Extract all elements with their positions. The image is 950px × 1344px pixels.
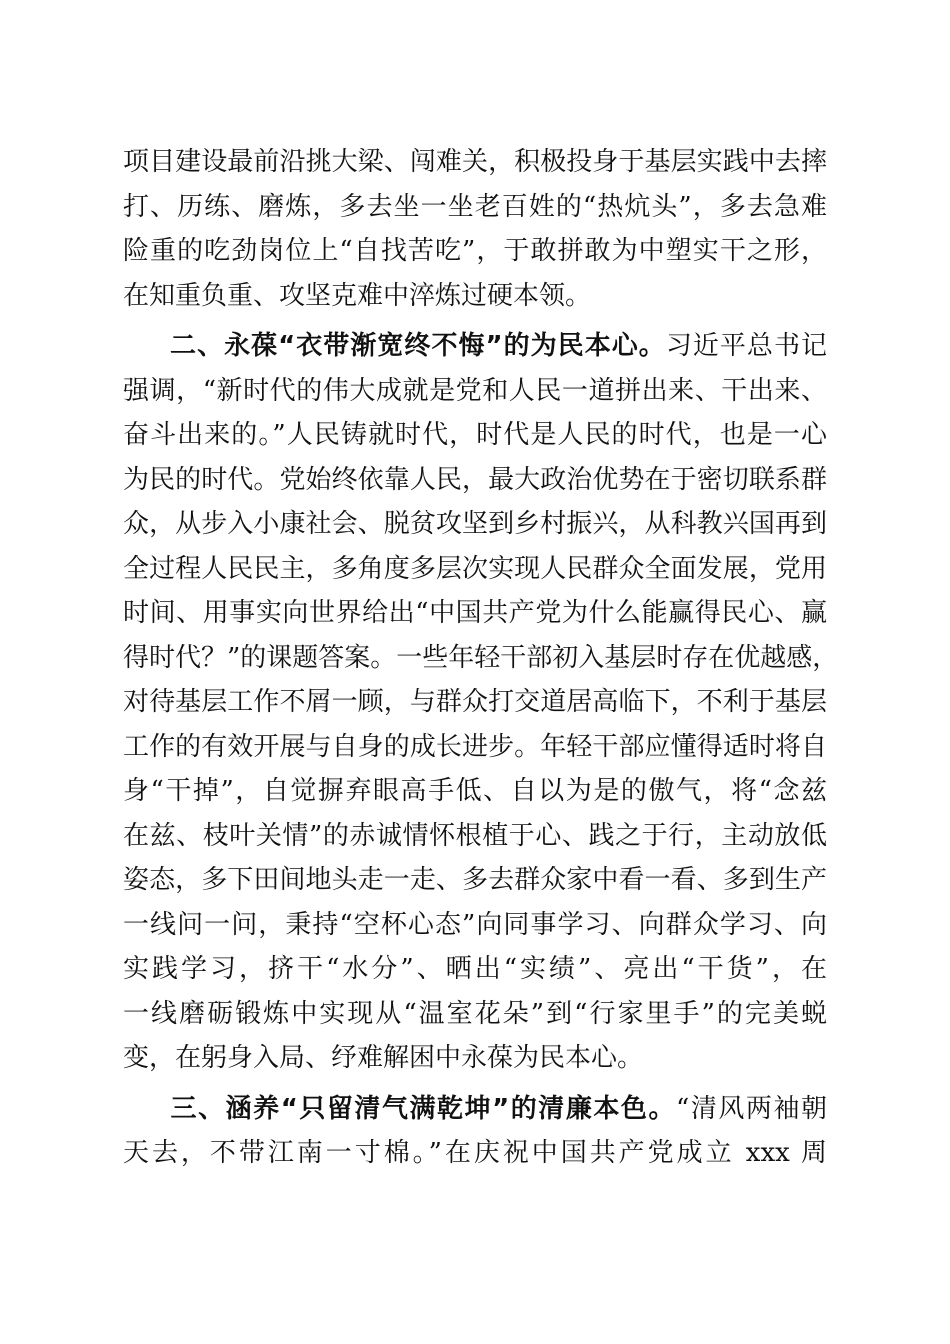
- paragraph-3: [123, 1087, 827, 1176]
- text-line: 身“干掉”，自觉摒弃眼高手低、自以为是的傲气，将“念兹: [123, 776, 827, 806]
- text-run: 习近平总书记: [665, 331, 827, 361]
- text-line: 众，从步入小康社会、脱贫攻坚到乡村振兴，从科教兴国再到: [123, 509, 827, 539]
- section-heading-3: 三、涵养“只留清气满乾坤”的清廉本色。: [169, 1093, 676, 1124]
- text-line: 在知重负重、攻坚克难中淬炼过硬本领。: [123, 280, 592, 311]
- text-line: 强调，“新时代的伟大成就是党和人民一道拼出来、干出来、: [123, 375, 827, 406]
- text-line: 姿态，多下田间地头走一走、多去群众家中看一看、多到生产: [123, 865, 827, 895]
- text-line: 在兹、枝叶关情”的赤诚情怀根植于心、践之于行，主动放低: [123, 820, 827, 851]
- text-line: 项目建设最前沿挑大梁、闯难关，积极投身于基层实践中去摔: [123, 147, 827, 177]
- paragraph-first-line: [123, 324, 827, 369]
- text-line: 一线磨砺锻炼中实现从“温室花朵”到“行家里手”的完美蜕: [123, 998, 827, 1029]
- text-line: 变，在躬身入局、纾难解困中永葆为民本心。: [123, 1043, 644, 1073]
- text-line: 打、历练、磨炼，多去坐一坐老百姓的“热炕头”，多去急难: [123, 191, 827, 222]
- section-heading-2: 二、永葆“衣带渐宽终不悔”的为民本心。: [169, 331, 666, 361]
- text-line: 全过程人民民主，多角度多层次实现人民群众全面发展，党用: [123, 553, 827, 584]
- paragraph-first-line: [123, 1087, 827, 1132]
- text-line: 工作的有效开展与自身的成长进步。年轻干部应懂得适时将自: [123, 731, 827, 762]
- paragraph-1: [123, 140, 827, 318]
- text-line: 时间、用事实向世界给出“中国共产党为什么能赢得民心、赢: [123, 598, 827, 628]
- text-line: 一线问一问，秉持“空杯心态”向同事学习、向群众学习、向: [123, 909, 827, 940]
- text-line: 为民的时代。党始终依靠人民，最大政治优势在于密切联系群: [123, 464, 827, 495]
- document-body: [123, 140, 839, 1176]
- text-line: 险重的吃劲岗位上“自找苦吃”，于敢拼敢为中塑实干之形，: [123, 236, 827, 266]
- text-run: “清风两袖朝: [676, 1093, 827, 1124]
- text-line: 奋斗出来的。”人民铸就时代，时代是人民的时代，也是一心: [123, 420, 827, 450]
- text-line: 对待基层工作不屑一顾，与群众打交道居高临下，不利于基层: [123, 687, 827, 717]
- text-line: 天去，不带江南一寸棉。”在庆祝中国共产党成立 xxx 周: [123, 1138, 827, 1168]
- paragraph-2: [123, 324, 839, 1081]
- text-line: 实践学习，挤干“水分”、晒出“实绩”、亮出“干货”，在: [123, 954, 827, 984]
- text-line: 得时代？”的课题答案。一些年轻干部初入基层时存在优越感，: [123, 642, 839, 673]
